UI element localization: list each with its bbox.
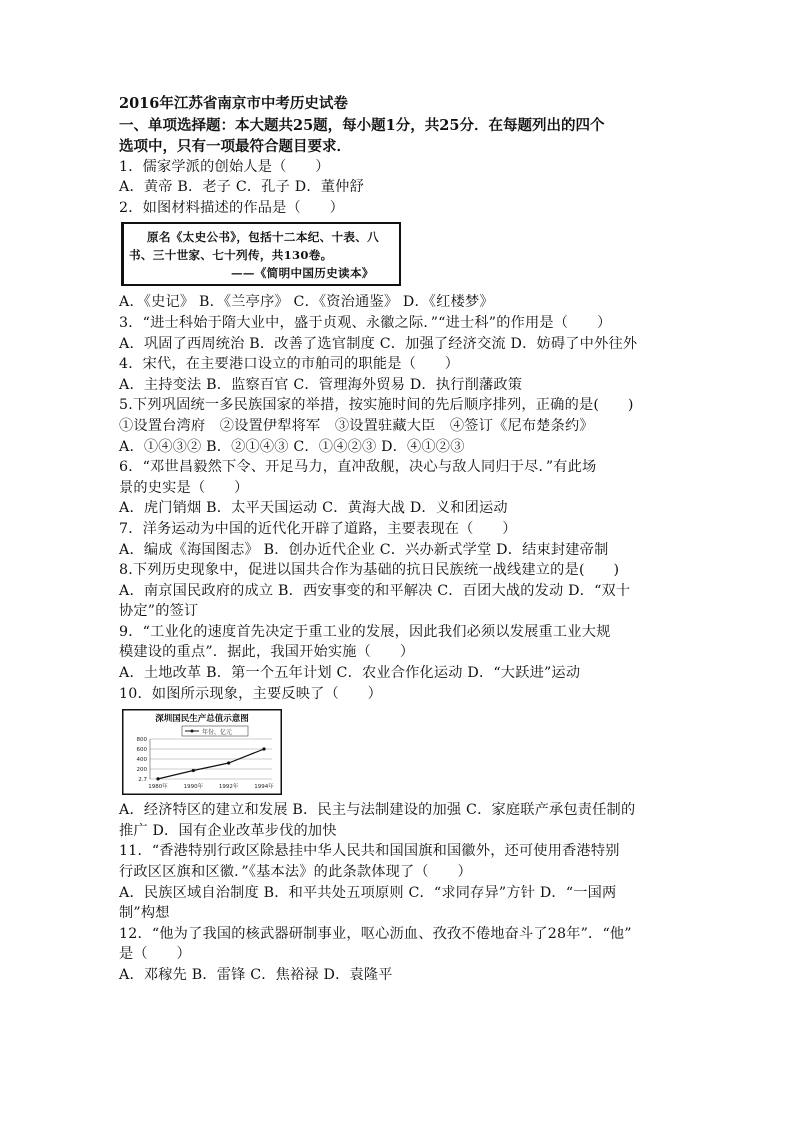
question-8: 8.下列历史现象中，促进以国共合作为基础的抗日民族统一战线建立的是( ) — [119, 562, 620, 579]
exam-title: 2016年江苏省南京市中考历史试卷 — [119, 95, 348, 112]
question-2: 2．如图材料描述的作品是（ ） — [119, 199, 345, 216]
chart-y-tick-label: 2.7 — [138, 777, 147, 784]
question-10-options: A．经济特区的建立和发展 B．民主与法制建设的加强 C．家庭联产承包责任制的 — [119, 802, 636, 819]
material-line-1: 原名《太史公书》，包括十二本纪、十表、八 — [147, 230, 380, 245]
chart-y-tick-label: 400 — [136, 757, 147, 764]
question-3: 3．“进士科始于隋大业中，盛于贞观、永徽之际．”“进士科”的作用是（ ） — [119, 314, 612, 331]
question-12-options: A．邓稼先 B．雷锋 C．焦裕禄 D．袁隆平 — [119, 967, 393, 983]
chart-data-point — [156, 778, 159, 781]
chart-legend-label: 年份，亿元 — [202, 729, 233, 737]
material-source: ——《简明中国历史读本》 — [231, 266, 374, 281]
question-11: 11．“香港特别行政区除悬挂中华人民共和国国旗和国徽外，还可使用香港特别 — [119, 843, 620, 860]
question-11-cont: 行政区区旗和区徽．”《基本法》的此条款体现了（ ） — [119, 864, 472, 881]
exam-page — [119, 94, 679, 986]
question-8-options: A．南京国民政府的成立 B．西安事变的和平解决 C．百团大战的发动 D．“双十 — [119, 582, 631, 599]
question-12: 12．“他为了我国的核武器研制事业，呕心沥血、孜孜不倦地奋斗了28年”．“他” — [119, 925, 632, 942]
question-10-options-cont: 推广 D．国有企业改革步伐的加快 — [119, 822, 337, 839]
question-7: 7．洋务运动为中国的近代化开辟了道路，主要表现在（ ） — [119, 520, 517, 537]
question-8-options-cont: 协定”的签订 — [119, 603, 199, 620]
question-2-options: A．《史记》 B．《兰亭序》 C．《资治通鉴》 D．《红楼梦》 — [119, 294, 494, 311]
question-6-options: A．虎门销烟 B．太平天国运动 C．黄海大战 D．义和团运动 — [119, 500, 508, 517]
section-heading-line1: 一、单项选择题：本大题共25题，每小题1分，共25分．在每题列出的四个 — [119, 116, 605, 134]
question-11-options-cont: 制”构想 — [119, 905, 170, 922]
question-4-options: A．主持变法 B．监察百官 C．管理海外贸易 D．执行削藩政策 — [119, 376, 523, 393]
gdp-line-chart — [122, 709, 282, 795]
question-1: 1．儒家学派的创始人是（ ） — [119, 158, 330, 175]
question-10: 10．如图所示现象，主要反映了（ ） — [119, 685, 383, 702]
chart-y-tick-label: 600 — [136, 747, 147, 754]
question-5: 5.下列巩固统一多民族国家的举措，按实施时间的先后顺序排列，正确的是( ) — [119, 397, 634, 414]
material-figure — [121, 222, 403, 288]
question-5-options: A．①④③② B．②①④③ C．①④②③ D．④①②③ — [119, 438, 465, 455]
question-6: 6．“邓世昌毅然下令、开足马力，直冲敌舰，决心与敌人同归于尽．”有此场 — [119, 459, 597, 476]
chart-data-point — [227, 762, 230, 765]
question-9: 9．“工业化的速度首先决定于重工业的发展，因此我们必须以发展重工业大规 — [119, 623, 611, 640]
section-heading-line2: 选项中，只有一项最符合题目要求． — [119, 137, 351, 155]
chart-x-tick-label: 1994年 — [254, 784, 274, 791]
question-9-options: A．土地改革 B．第一个五年计划 C．农业合作化运动 D．“大跃进”运动 — [119, 665, 581, 682]
chart-data-point — [262, 748, 265, 751]
chart-x-tick-label: 1980年 — [148, 784, 168, 791]
chart-data-point — [192, 769, 195, 772]
chart-x-tick-label: 1990年 — [183, 784, 204, 791]
question-12-cont: 是（ ） — [119, 946, 191, 963]
chart-title: 深圳国民生产总值示意图 — [155, 714, 249, 725]
material-line-2: 书、三十世家、七十列传，共130卷。 — [129, 248, 333, 263]
question-4: 4．宋代，在主要港口设立的市舶司的职能是（ ） — [119, 356, 460, 373]
question-3-options: A．巩固了西周统治 B．改善了选官制度 C．加强了经济交流 D．妨碍了中外往外 — [119, 335, 638, 352]
chart-x-tick-label: 1992年 — [218, 784, 239, 791]
question-6-cont: 景的史实是（ ） — [119, 479, 249, 496]
gdp-chart-figure — [122, 709, 282, 795]
question-11-options: A．民族区域自治制度 B．和平共处五项原则 C．“求同存异”方针 D．“一国两 — [119, 884, 617, 901]
chart-legend-marker — [191, 730, 194, 733]
question-7-options: A．编成《海国图志》 B．创办近代企业 C．兴办新式学堂 D．结束封建帝制 — [119, 541, 609, 558]
question-5-items: ①设置台湾府 ②设置伊犁将军 ③设置驻藏大臣 ④签订《尼布楚条约》 — [119, 417, 594, 434]
question-1-options: A．黄帝 B．老子 C．孔子 D．董仲舒 — [119, 179, 364, 196]
question-9-cont: 模建设的重点”．据此，我国开始实施（ ） — [119, 644, 415, 661]
chart-y-tick-label: 800 — [136, 737, 147, 744]
chart-y-tick-label: 200 — [136, 767, 147, 774]
